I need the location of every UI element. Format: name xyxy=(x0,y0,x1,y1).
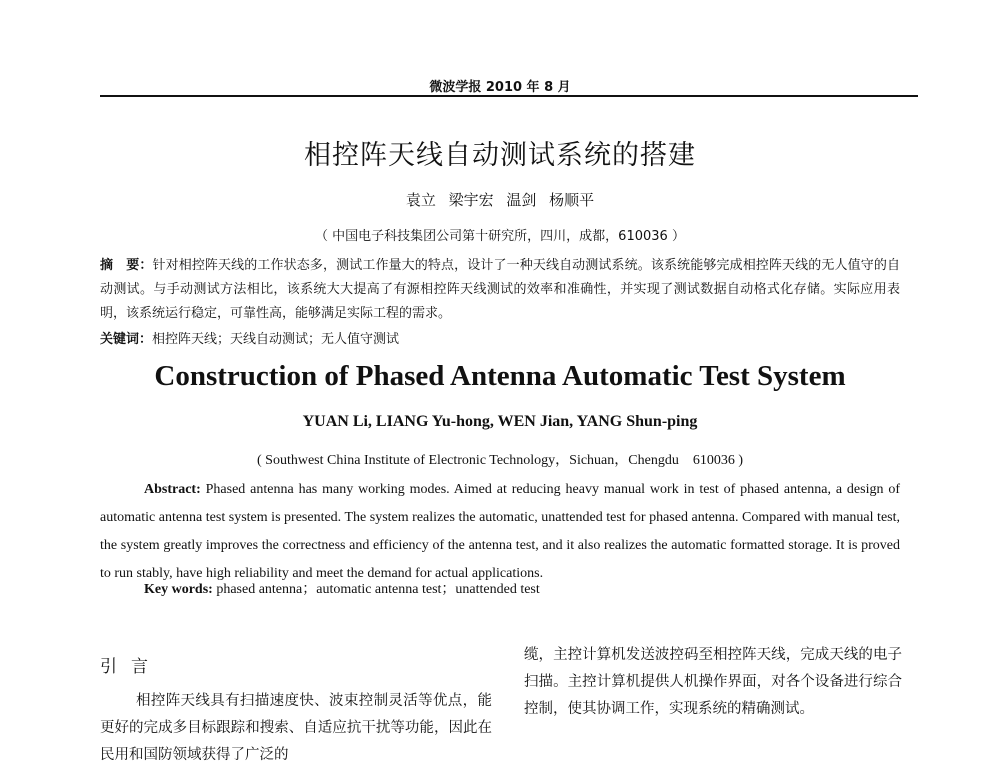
english-abstract xyxy=(100,476,900,588)
english-keywords xyxy=(144,578,900,598)
chinese-keywords-label: 关键词： xyxy=(100,332,153,347)
left-column-paragraph: 相控阵天线具有扫描速度快、波束控制灵活等优点，能更好的完成多目标跟踪和搜索、自适应抗干扰等功能，因此在民用和国防领域获得了广泛的 xyxy=(100,693,492,763)
chinese-abstract xyxy=(100,254,900,326)
english-abstract-text: Phased antenna has many working modes. Aimed at reducing heavy manual work in test of phased antenna, a design of automatic antenna test system is presented. The system realizes the automatic, unattended test for phased antenna. Compared with manual test, the system greatly improves the correctness and efficiency of the antenna test, and it also realizes the automatic formatted storage. It is proved to run stably, have high reliability and meet the demand for actual applications. xyxy=(100,482,900,581)
english-affiliation: ( Southwest China Institute of Electronic Technology，Sichuan，Chengdu 610036 ) xyxy=(257,453,743,468)
english-keywords-label: Key words: xyxy=(144,582,213,597)
chinese-keywords-text: 相控阵天线；天线自动测试；无人值守测试 xyxy=(152,332,400,347)
right-column-paragraph: 缆，主控计算机发送波控码至相控阵天线，完成天线的电子扫描。主控计算机提供人机操作界面，对各个设备进行综合控制，使其协调工作，实现系统的精确测试。 xyxy=(524,647,902,717)
header-rule xyxy=(100,95,918,97)
english-title: Construction of Phased Antenna Automatic Test System xyxy=(154,360,846,392)
chinese-authors: 袁立 梁宇宏 温剑 杨顺平 xyxy=(405,191,595,209)
chinese-title: 相控阵天线自动测试系统的搭建 xyxy=(304,140,696,171)
chinese-keywords xyxy=(100,328,900,347)
chinese-abstract-label: 摘 要： xyxy=(100,258,153,273)
chinese-abstract-text: 针对相控阵天线的工作状态多，测试工作量大的特点，设计了一种天线自动测试系统。该系统能够完成相控阵天线的无人值守的自动测试。与手动测试方法相比，该系统大大提高了有源相控阵天线测试的效率和准确性，并实现了测试数据自动格式化存储。实际应用表明，该系统运行稳定，可靠性高，能够满足实际工程的需求。 xyxy=(100,258,900,321)
section-heading-introduction: 引言 xyxy=(100,657,162,677)
chinese-affiliation: （ 中国电子科技集团公司第十研究所，四川，成都，610036 ） xyxy=(315,229,685,244)
english-abstract-label: Abstract: xyxy=(144,482,201,497)
english-keywords-text: phased antenna；automatic antenna test；unattended test xyxy=(212,582,540,597)
running-head: 微波学报 2010 年 8 月 xyxy=(429,80,571,95)
english-authors: YUAN Li, LIANG Yu-hong, WEN Jian, YANG Shun-ping xyxy=(302,413,698,430)
